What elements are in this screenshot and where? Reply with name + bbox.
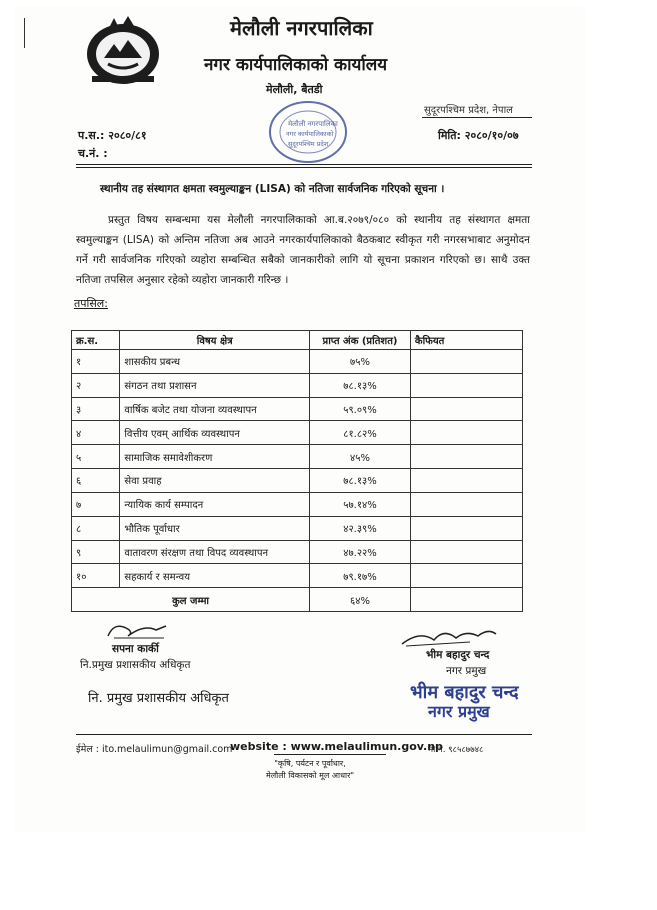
office-location: मेलौली, बैतडी: [266, 83, 323, 96]
municipality-name: मेलौली नगरपालिका: [230, 16, 373, 40]
row-area: सामाजिक समावेशीकरण: [120, 445, 310, 469]
table-row: [72, 516, 523, 540]
mayor-name-stamp: भीम बहादुर चन्द: [410, 682, 519, 703]
row-score: ४७.२२%: [310, 540, 411, 564]
table-row: [72, 492, 523, 516]
province-underline: [422, 117, 532, 118]
left-signatory-title: नि.प्रमुख प्रशासकीय अधिकृत: [80, 659, 191, 671]
row-area: सेवा प्रवाह: [120, 469, 310, 493]
row-serial: २: [72, 373, 120, 397]
header-remark: कैफियत: [410, 331, 522, 350]
table-row: [72, 373, 523, 397]
left-signature-mark: [104, 618, 170, 644]
details-heading: तपसिल:: [74, 297, 108, 310]
table-row: [72, 350, 523, 374]
row-score: ५९.०९%: [310, 397, 411, 421]
row-score: ७५%: [310, 350, 411, 374]
table-row: [72, 540, 523, 564]
right-signature-mark: [400, 624, 500, 650]
mayor-title-stamp: नगर प्रमुख: [428, 702, 490, 721]
website-underline: [274, 754, 386, 755]
row-serial: ८: [72, 516, 120, 540]
stamp-line-1: मेलौली नगरपालिका: [288, 120, 338, 128]
stamp-line-3: सुदूरपश्चिम प्रदेश: [288, 140, 329, 148]
header-area: विषय क्षेत्र: [120, 331, 310, 350]
notice-subject: स्थानीय तह संस्थागत क्षमता स्वमुल्याङ्कन (LISA) को नतिजा सार्वजनिक गरिएको सूचना ।: [100, 183, 445, 195]
stamp-line-2: नगर कार्यपालिकाको: [286, 130, 334, 138]
row-remark: [410, 564, 522, 588]
row-remark: [410, 540, 522, 564]
table-total-row: [72, 588, 523, 612]
dispatch-number: च.नं. :: [78, 147, 108, 160]
total-label: कुल जम्मा: [72, 588, 310, 612]
notice-body: प्रस्तुत विषय सम्बन्धमा यस मेलौली नगरपालिकाको आ.ब.२०७९/०८० को स्थानीय तह संस्थागत क्षमता स्वमुल्याङ्कन (LISA) को अन्तिम नतिजा अब आउने नगरकार्यपालिकाको बैठकबाट स्वीकृत गरी नगरसभाबाट अनुमोदन गर्ने गरी सार्वजनिक गरिएको व्यहोरा सम्बन्धित सबैको जानकारीको लागि यो सूचना प्रकाशन गरिएको छ। साथै उक्त नतिजा तपसिल अनुसार रहेको व्यहोरा जानकारी गरिन्छ ।: [76, 214, 530, 286]
row-area: शासकीय प्रबन्ध: [120, 350, 310, 374]
row-score: ७८.१३%: [310, 373, 411, 397]
office-name: नगर कार्यपालिकाको कार्यालय: [204, 55, 388, 75]
table-row: [72, 469, 523, 493]
row-score: ७८.१३%: [310, 469, 411, 493]
total-remark: [410, 588, 522, 612]
right-signatory-title: नगर प्रमुख: [446, 665, 487, 677]
header-rule-1: [76, 164, 532, 165]
row-serial: ४: [72, 421, 120, 445]
footer-slogan: [240, 758, 380, 782]
right-signatory-name: भीम बहादुर चन्द: [426, 649, 490, 661]
row-serial: ९: [72, 540, 120, 564]
row-serial: १०: [72, 564, 120, 588]
row-score: ४५%: [310, 445, 411, 469]
row-remark: [410, 350, 522, 374]
slogan-line-2: मेलौली विकासको मूल आधार": [265, 771, 355, 780]
letter-date: मिति: २०८०/१०/०७: [438, 129, 519, 142]
row-remark: [410, 445, 522, 469]
row-serial: ७: [72, 492, 120, 516]
left-title-stamp: नि. प्रमुख प्रशासकीय अधिकृत: [88, 691, 229, 706]
margin-mark: [24, 18, 25, 48]
footer-website: website : www.melaulimun.gov.np: [230, 740, 443, 753]
office-seal-stamp: [266, 98, 350, 166]
row-serial: ६: [72, 469, 120, 493]
row-area: संगठन तथा प्रशासन: [120, 373, 310, 397]
lisa-results-table: [71, 330, 523, 612]
province-name: सुदूरपश्चिम प्रदेश, नेपाल: [424, 105, 513, 116]
table-row: [72, 421, 523, 445]
footer-phone: मो नं. ९८५८७७४८: [428, 745, 484, 755]
row-score: ८१.८२%: [310, 421, 411, 445]
row-area: भौतिक पूर्वाधार: [120, 516, 310, 540]
row-remark: [410, 397, 522, 421]
footer-email: ईमेल : ito.melaulimun@gmail.com: [76, 744, 233, 755]
row-area: न्यायिक कार्य सम्पादन: [120, 492, 310, 516]
reference-number: प.स.: २०८०/८१: [78, 129, 147, 142]
table-header-row: [72, 331, 523, 350]
row-area: वित्तीय एवम् आर्थिक व्यवस्थापन: [120, 421, 310, 445]
left-signatory-name: सपना कार्की: [112, 643, 159, 655]
row-remark: [410, 492, 522, 516]
header-score: प्राप्त अंक (प्रतिशत): [310, 331, 411, 350]
row-area: वातावरण संरक्षण तथा विपद व्यवस्थापन: [120, 540, 310, 564]
row-remark: [410, 516, 522, 540]
row-serial: १: [72, 350, 120, 374]
row-serial: ५: [72, 445, 120, 469]
footer-rule: [76, 734, 532, 735]
table-row: [72, 445, 523, 469]
header-rule-2: [76, 167, 532, 168]
table-row: [72, 564, 523, 588]
row-score: ४२.३९%: [310, 516, 411, 540]
row-area: वार्षिक बजेट तथा योजना व्यवस्थापन: [120, 397, 310, 421]
row-remark: [410, 421, 522, 445]
row-area: सहकार्य र समन्वय: [120, 564, 310, 588]
row-score: ७९.१७%: [310, 564, 411, 588]
slogan-line-1: "कृषि, पर्यटन र पूर्वाधार,: [274, 759, 346, 768]
row-serial: ३: [72, 397, 120, 421]
row-remark: [410, 373, 522, 397]
table-row: [72, 397, 523, 421]
row-score: ५७.१४%: [310, 492, 411, 516]
header-serial: क्र.स.: [72, 331, 120, 350]
total-score: ६४%: [310, 588, 411, 612]
row-remark: [410, 469, 522, 493]
nepal-emblem-icon: [84, 14, 162, 88]
